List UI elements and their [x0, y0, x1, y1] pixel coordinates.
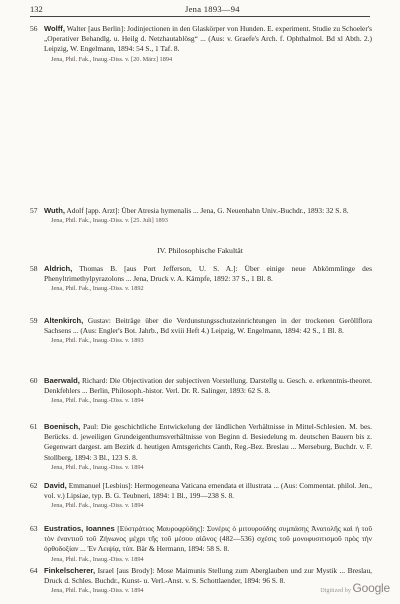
author-name: Baerwald,	[44, 376, 80, 385]
author-name: Altenkirch,	[44, 316, 84, 325]
entry-text: Israel [aus Brody]: Mose Maimunis Stellung zum Aberglauben und zur Mystik ... Breslau, Druck d. Schles. Buchdr., Kunst- u. Verl.-Anst. v. S. Schottlaender, 1894: 96 S. 8.	[44, 566, 372, 586]
page-number: 132	[30, 4, 43, 14]
entry-text: Richard: Die Objectivation der subjectiven Vorstellung. Darstellg u. Gesch. e. erkenntnis-theoret. Denkfehlers ... Berlin, Philosoph.-histor. Verl. Dr. R. Salinger, 1893: 62 S. 8.	[44, 376, 372, 396]
entry-number: 59	[30, 316, 38, 325]
dissertation-note: Jena, Phil. Fak., Inaug.-Diss. v. 1893	[51, 337, 144, 345]
dissertation-note: Jena, Phil. Fak., Inaug.-Diss. v. 1894	[51, 555, 144, 563]
entry-number: 63	[30, 524, 38, 533]
section-heading: IV. Philosophische Fakultät	[157, 246, 243, 255]
author-name: Finkelscherer,	[44, 566, 96, 575]
dissertation-note: Jena, Phil. Fak., Inaug.-Diss. v. [25. Juli] 1893	[51, 217, 168, 225]
page-header	[30, 3, 370, 15]
entry-number: 62	[30, 481, 38, 490]
dissertation-note: Jena, Phil. Fak., Inaug.-Diss. v. 1892	[51, 285, 144, 293]
watermark-prefix: Digitized by	[320, 587, 351, 594]
entry-text: Emmanuel [Lesbius]: Hermogeneana Vaticana emendata et illustrata ... (Aus: Commentat. philol. Jen., vol. v.) Lipsiae, typ. B. G. Teubneri, 1894: 1 Bl., 199—238 S. 8.	[44, 481, 372, 501]
dissertation-note: Jena, Phil. Fak., Inaug.-Diss. v. [20. März] 1894	[51, 55, 173, 63]
author-name: Eustratios, Ioannes	[44, 524, 115, 533]
author-name: Aldrich,	[44, 264, 73, 273]
dissertation-note: Jena, Phil. Fak., Inaug.-Diss. v. 1894	[51, 397, 144, 405]
header-rule	[30, 16, 370, 17]
running-head: Jena 1893—94	[185, 4, 240, 14]
dissertation-note: Jena, Phil. Fak., Inaug.-Diss. v. 1894	[51, 587, 144, 595]
digitization-watermark	[320, 581, 390, 595]
google-logo: Google	[352, 581, 390, 595]
entry-text: Gustav: Beiträge über die Verdunstungsschutzeinrichtungen in der trockenen Geröllflora Sachsens ... (Aus: Engler's Bot. Jahrb., Bd xviii Heft 4.) Leipzig, W. Engelmann, 1894: 42 S., 1 Bl. 8.	[44, 316, 372, 336]
entry-text: [Εὐστράτιος Μαυροφρύδης]: Συνέρις ὁ μιτουρούδης συμπάσης Ἀνατολῆς καὶ ἡ τοῦ τὸν ἐναντιοῦ τοῦ Ζήνωνος μέχρι τῆς τοῦ μέσου αἰῶνος (482—536) σχέσις τοῦ μονοφυσιτισμοῦ πρὸς τὴν ὀρθοδοξίαν ... Ἐν Λειψίᾳ, τύπ. Bär & Hermann, 1894: 58 S. 8.	[44, 524, 372, 554]
entry-number: 64	[30, 566, 38, 575]
author-name: David,	[44, 481, 67, 490]
author-name: Wolff,	[44, 24, 65, 33]
entry-text: Thomas B. [aus Port Jefferson, U. S. A.]: Über einige neue Abkömmlinge des Phenyltrimethylpyrazolons ... Jena, Druck v. A. Kämpfe, 1892: 37 S., 1 Bl. 8.	[44, 264, 372, 284]
entry-number: 56	[30, 24, 38, 33]
entry-number: 61	[30, 422, 38, 431]
entry-number: 58	[30, 264, 38, 273]
entry-number: 57	[30, 206, 38, 215]
entry-text: Adolf [app. Arzt]: Über Atresia hymenalis ... Jena, G. Neuenhahn Univ.-Buchdr., 1893: 32 S. 8.	[66, 206, 349, 215]
dissertation-note: Jena, Phil. Fak., Inaug.-Diss. v. 1894	[51, 502, 144, 510]
entry-text: Walter [aus Berlin]: Jodinjectionen in den Glaskörper von Hunden. E. experiment. Studie zu Schoeler's „Operativer Behandlg. u. Heilg d. Netzhautablösg“ ... (Aus: v. Graefe's Arch. f. Ophthalmol. Bd xl Abth. 2.) Leipzig, W. Engelmann, 1894: 54 S., 1 Taf. 8.	[44, 24, 372, 54]
dissertation-note: Jena, Phil. Fak., Inaug.-Diss. v. 1894	[51, 463, 144, 471]
author-name: Wuth,	[44, 206, 65, 215]
entry-text: Paul: Die geschichtliche Entwickelung der ländlichen Verhältnisse in Mittel-Schlesien. M. bes. Berücks. d. jeweiligen Grundeigenthumsverhältnisse von Beginn d. Besiedelung m. deutschen Bauern bis z. Gegenwart dargest. am Bezirk d. heutigen Amtsgerichts Canth, Reg.-Bez. Breslau ... Merseburg, Buchdr. v. F. Stollberg, 1894: 3 Bl., 123 S. 8.	[44, 422, 372, 462]
entry-number: 60	[30, 376, 38, 385]
author-name: Boenisch,	[44, 422, 81, 431]
